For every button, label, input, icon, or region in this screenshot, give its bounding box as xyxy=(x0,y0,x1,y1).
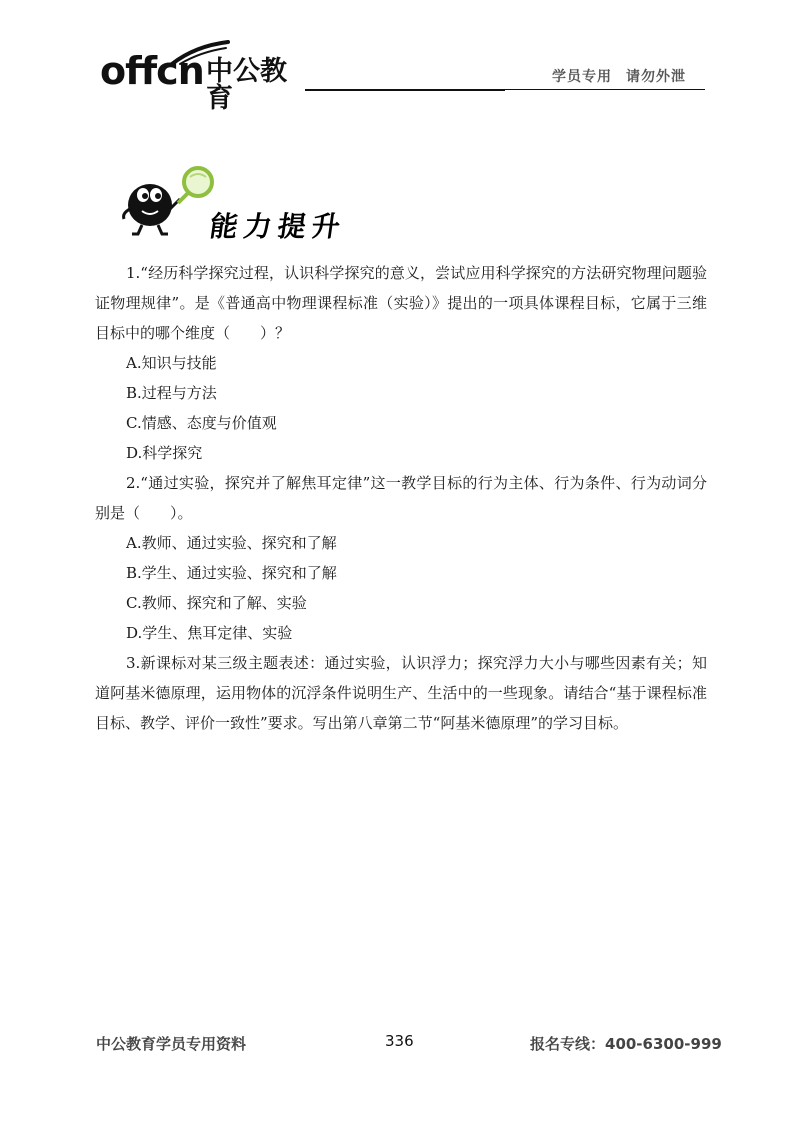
header-rule-thin xyxy=(505,89,705,90)
question-2-option-c: C.教师、探究和了解、实验 xyxy=(126,594,307,612)
question-2-option-b: B.学生、通过实验、探究和了解 xyxy=(126,564,337,582)
question-3-stem: 3.新课标对某三级主题表述：通过实验，认识浮力；探究浮力大小与哪些因素有关；知道阿基米德原理，运用物体的沉浮条件说明生产、生活中的一些现象。请结合“基于课程标准目标、教学、评价一致性”要求。写出第八章第二节“阿基米德原理”的学习目标。 xyxy=(95,654,707,732)
section-banner xyxy=(118,165,358,243)
header-slogan xyxy=(552,66,700,86)
question-1-option-d: D.科学探究 xyxy=(126,444,203,462)
slogan-do-not-leak: 请勿外泄 xyxy=(626,69,686,85)
logo-latin-text: offcn xyxy=(100,49,204,93)
footer-left-text: 中公教育学员专用资料 xyxy=(96,1035,247,1053)
question-2-stem: 2.“通过实验，探究并了解焦耳定律”这一教学目标的行为主体、行为条件、行为动词分别是（ ）。 xyxy=(95,474,707,522)
mascot-with-magnifier-icon xyxy=(118,165,218,237)
page-header xyxy=(0,0,800,114)
question-1-option-c: C.情感、态度与价值观 xyxy=(126,414,277,432)
slogan-students-only: 学员专用 xyxy=(552,69,612,85)
question-2-option-a: A.教师、通过实验、探究和了解 xyxy=(126,534,337,552)
question-list xyxy=(95,258,707,738)
question-1-stem: 1.“经历科学探究过程，认识科学探究的意义，尝试应用科学探究的方法研究物理问题验证物理规律”。是《普通高中物理课程标准（实验）》提出的一项具体课程目标，它属于三维目标中的哪个维度（ ）？ xyxy=(95,264,707,342)
logo-chinese-text: 中公教育 xyxy=(206,56,287,114)
page-number: 336 xyxy=(385,1032,414,1050)
footer-hotline: 报名专线：400-6300-999 xyxy=(530,1035,722,1053)
header-rule-thick xyxy=(305,89,505,91)
offcn-logo xyxy=(100,40,305,114)
question-1-option-a: A.知识与技能 xyxy=(126,354,217,372)
question-2-option-d: D.学生、焦耳定律、实验 xyxy=(126,624,293,642)
section-title: 能力提升 xyxy=(207,210,349,243)
question-1-option-b: B.过程与方法 xyxy=(126,384,217,402)
